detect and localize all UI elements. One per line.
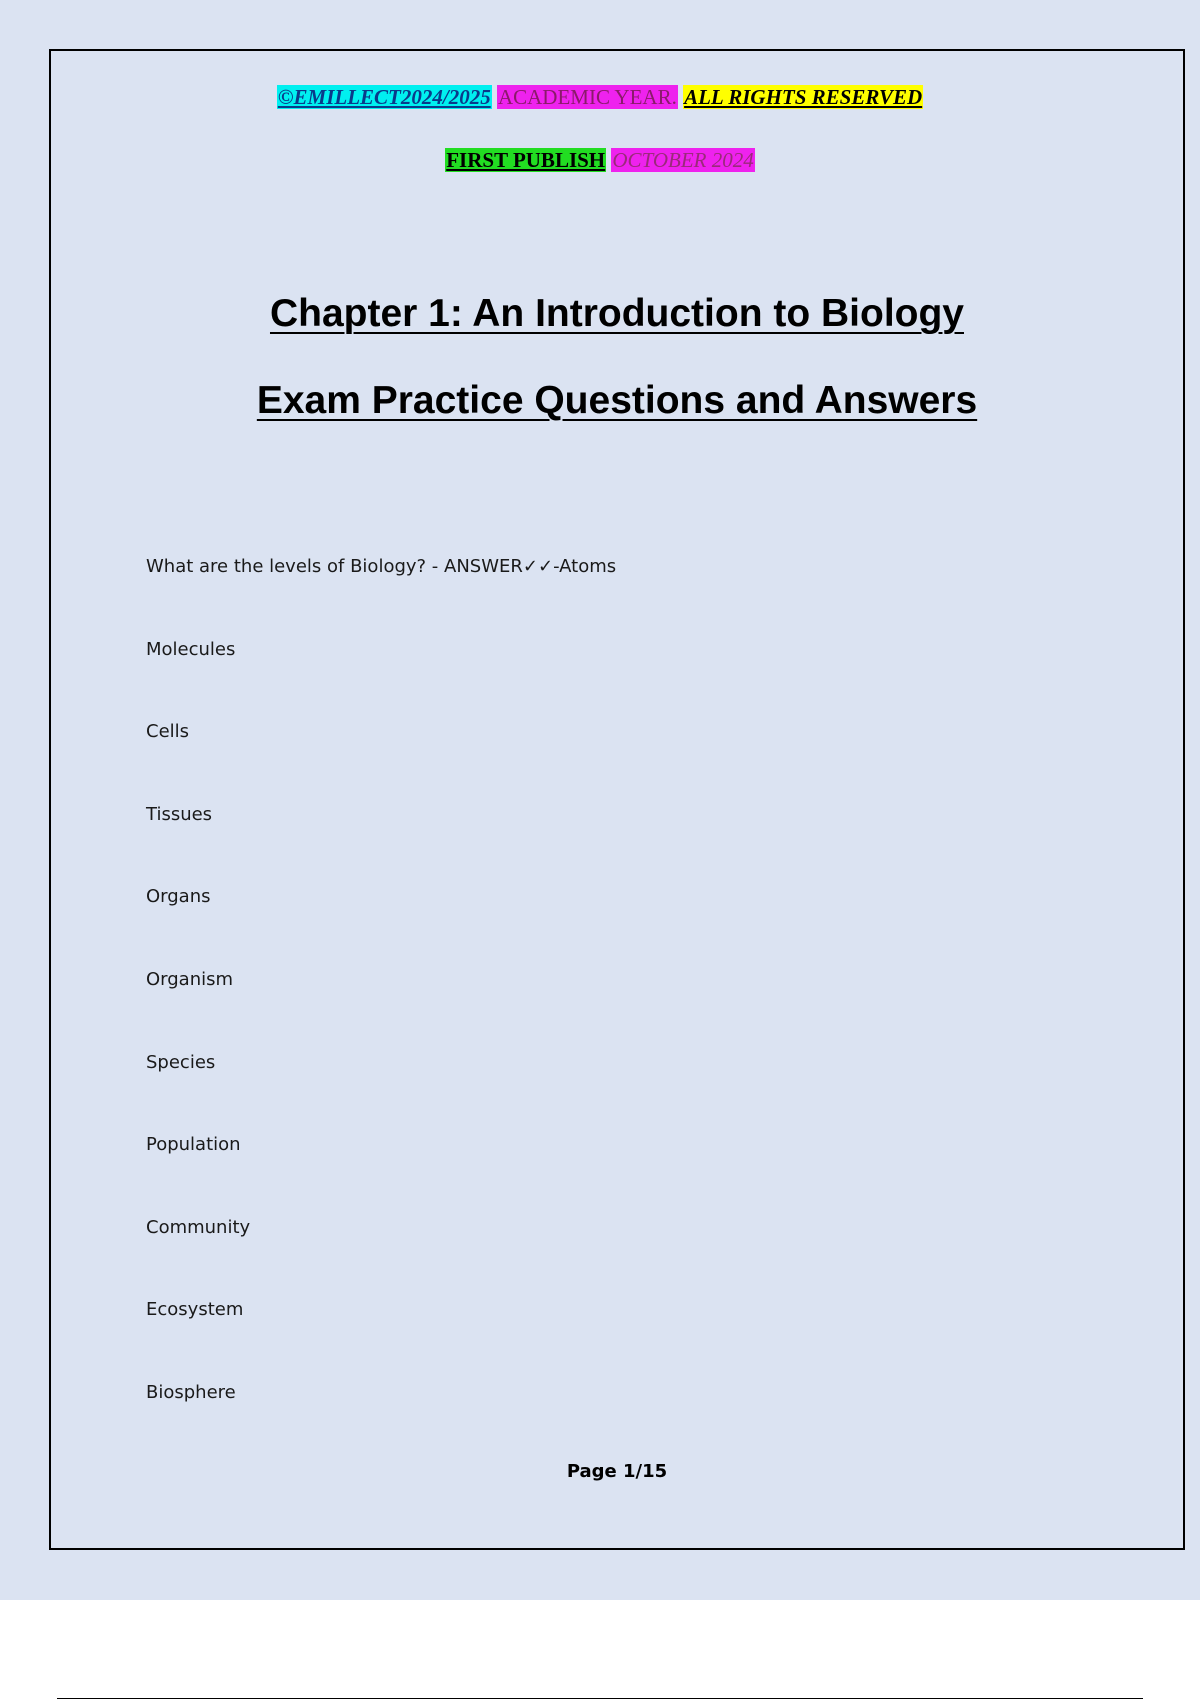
list-item: Cells [146, 721, 190, 743]
document-subtitle: Exam Practice Questions and Answers [256, 379, 978, 422]
list-item: Biosphere [146, 1381, 236, 1403]
publish-line [0, 148, 1200, 173]
copyright-line [0, 85, 1200, 110]
list-item: Ecosystem [146, 1299, 244, 1321]
rights-reserved-highlight: ALL RIGHTS RESERVED [684, 85, 923, 109]
list-item: Population [146, 1134, 241, 1156]
copyright-highlight: ©EMILLECT2024/2025 [277, 85, 491, 109]
academic-year-highlight: ACADEMIC YEAR. [497, 85, 677, 109]
question-text: What are the levels of Biology? - ANSWER✓✓-Atoms [146, 556, 617, 577]
list-item: Organism [146, 968, 234, 990]
list-item: Tissues [146, 803, 213, 825]
list-item: Community [146, 1216, 251, 1238]
answer-list [146, 556, 616, 1465]
chapter-title: Chapter 1: An Introduction to Biology [269, 292, 964, 335]
publish-date-highlight: OCTOBER 2024 [612, 148, 754, 172]
page-number: Page 1/15 [566, 1461, 668, 1482]
list-item: Organs [146, 886, 211, 908]
first-publish-highlight: FIRST PUBLISH [446, 148, 606, 172]
bottom-divider [57, 1698, 1143, 1699]
list-item: Molecules [146, 638, 236, 660]
list-item: Species [146, 1051, 216, 1073]
